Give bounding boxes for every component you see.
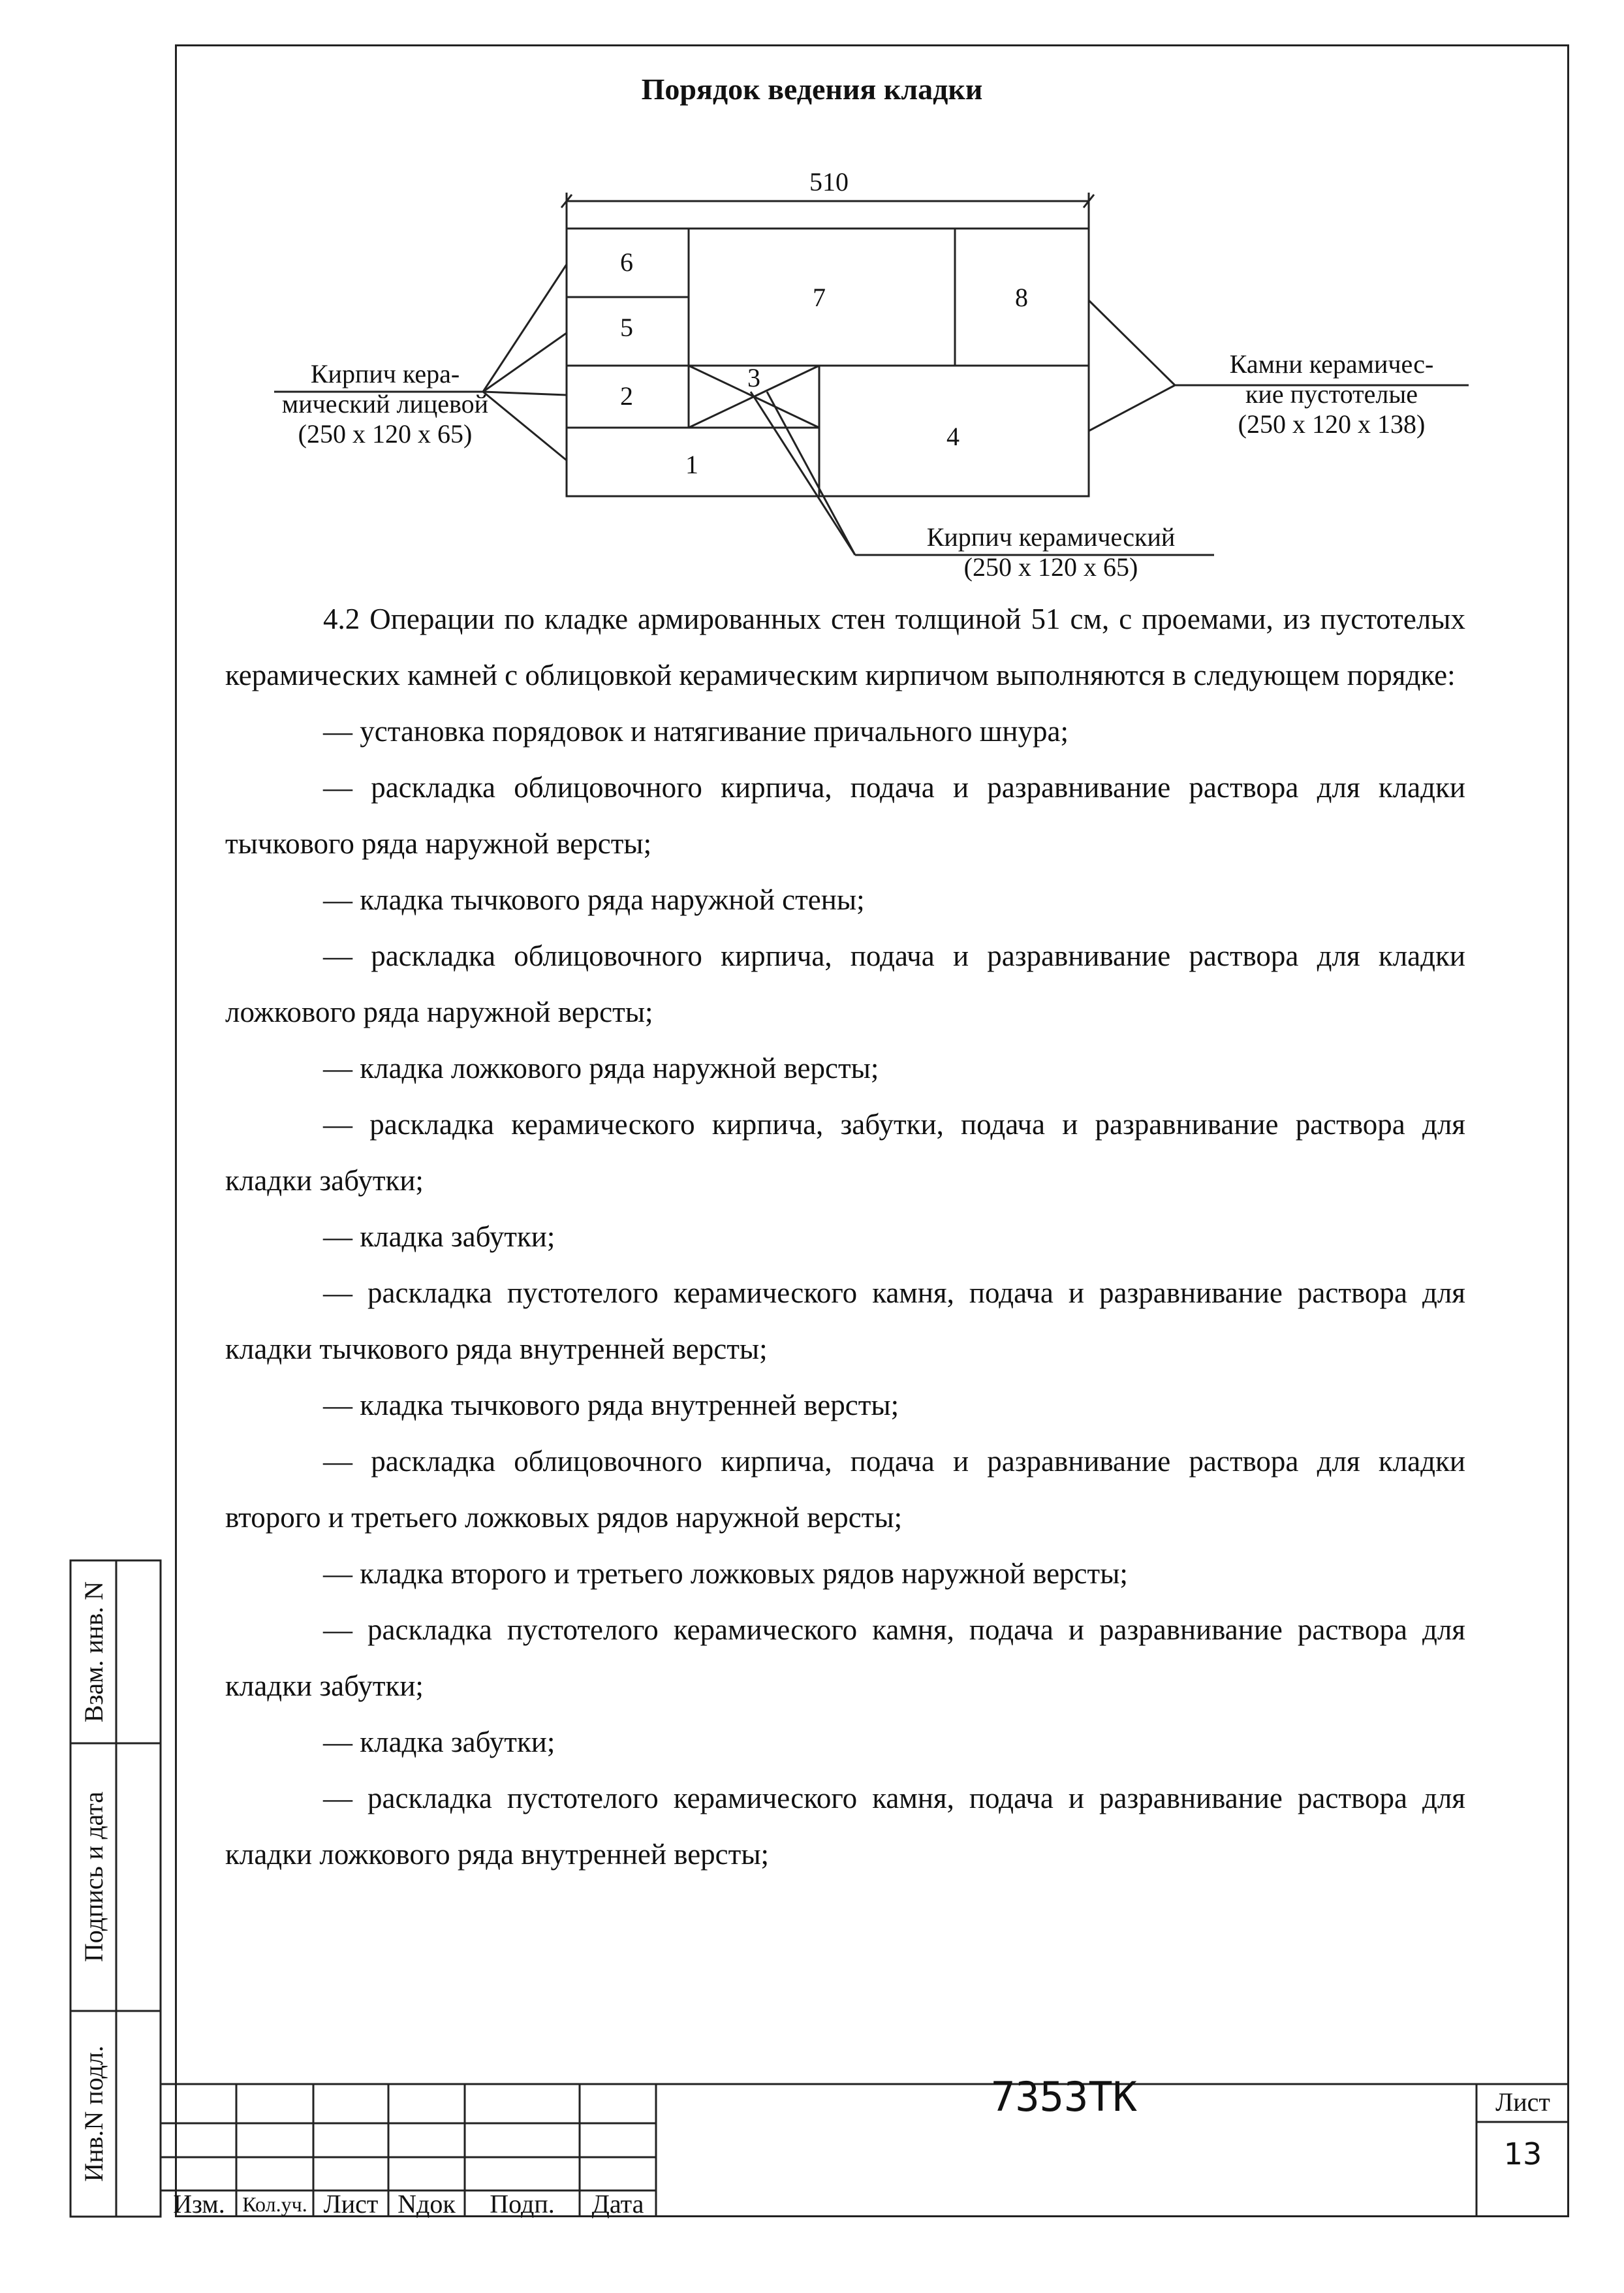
stamp-col-kol-uch: Кол.уч. <box>242 2192 307 2216</box>
block-7-label: 7 <box>813 283 826 312</box>
paragraph: — раскладка пустотелого керамического камня, подача и разравнивание раствора для кладки ложкового ряда внутренней версты; <box>225 1782 1465 1871</box>
block-1-label-visible: 1 <box>685 450 698 479</box>
inv-podl-label: Инв.N подл. <box>78 2046 108 2182</box>
stamp-col-podp: Подп. <box>490 2189 555 2219</box>
stamp-col-list: Лист <box>323 2189 379 2219</box>
right-label-line-3: (250 x 120 x 138) <box>1238 409 1426 439</box>
stamp-col-ndok: Nдок <box>398 2189 456 2219</box>
vzam-inv-label: Взам. инв. N <box>78 1581 108 1723</box>
block-3-label: 3 <box>747 363 760 392</box>
dimension-label: 510 <box>809 167 849 197</box>
paragraph: — раскладка пустотелого керамического камня, подача и разравнивание раствора для кладки тычкового ряда внутренней версты; <box>225 1276 1465 1365</box>
bottom-label-line-1: Кирпич керамический <box>926 522 1176 552</box>
paragraph: — раскладка облицовочного кирпича, подача и разравнивание раствора для кладки второго и третьего ложковых рядов наружной версты; <box>225 1445 1465 1534</box>
right-label-line-1: Камни керамичес- <box>1229 349 1434 379</box>
paragraph: — раскладка облицовочного кирпича, подача и разравнивание раствора для кладки тычкового ряда наружной версты; <box>225 771 1465 860</box>
block-6-label: 6 <box>620 247 633 277</box>
paragraph: — раскладка пустотелого керамического камня, подача и разравнивание раствора для кладки забутки; <box>225 1613 1465 1702</box>
sheet-number: 13 <box>1503 2136 1542 2172</box>
block-5-label: 5 <box>620 313 633 342</box>
paragraph: — раскладка облицовочного кирпича, подача и разравнивание раствора для кладки ложкового ряда наружной версты; <box>225 940 1465 1028</box>
sheet-label: Лист <box>1495 2087 1550 2117</box>
paragraph: — кладка тычкового ряда наружной стены; <box>323 883 865 916</box>
block-8-label: 8 <box>1015 283 1028 312</box>
block-2-label: 2 <box>620 381 633 411</box>
block-4-label: 4 <box>946 422 960 451</box>
paragraph: — кладка забутки; <box>323 1726 555 1758</box>
left-label-line-1: Кирпич кера- <box>310 359 460 388</box>
paragraph: — раскладка керамического кирпича, забутки, подача и разравнивание раствора для кладки забутки; <box>225 1108 1465 1197</box>
paragraph: — кладка второго и третьего ложковых рядов наружной версты; <box>323 1557 1128 1590</box>
document-code: 7353ТК <box>991 2073 1137 2121</box>
stamp-col-data: Дата <box>591 2189 644 2219</box>
bottom-label-line-2: (250 x 120 x 65) <box>963 552 1138 582</box>
diagram-title: Порядок ведения кладки <box>641 72 983 106</box>
paragraph: 4.2 Операции по кладке армированных стен толщиной 51 см, с проемами, из пустотелых керамических камней с облицовкой керамическим кирпичом выполняются в следующем порядке: <box>225 603 1465 691</box>
paragraph: — установка порядовок и натягивание причального шнура; <box>323 715 1069 748</box>
stamp-col-izm: Изм. <box>173 2189 225 2219</box>
left-label-line-3: (250 x 120 x 65) <box>298 419 473 449</box>
paragraph: — кладка тычкового ряда внутренней версты; <box>323 1389 899 1421</box>
paragraph: — кладка забутки; <box>323 1220 555 1253</box>
podpis-data-label: Подпись и дата <box>78 1792 108 1963</box>
left-label-line-2: мический лицевой <box>281 389 489 419</box>
right-label-line-2: кие пустотелые <box>1245 379 1418 409</box>
paragraph: — кладка ложкового ряда наружной версты; <box>323 1052 879 1084</box>
